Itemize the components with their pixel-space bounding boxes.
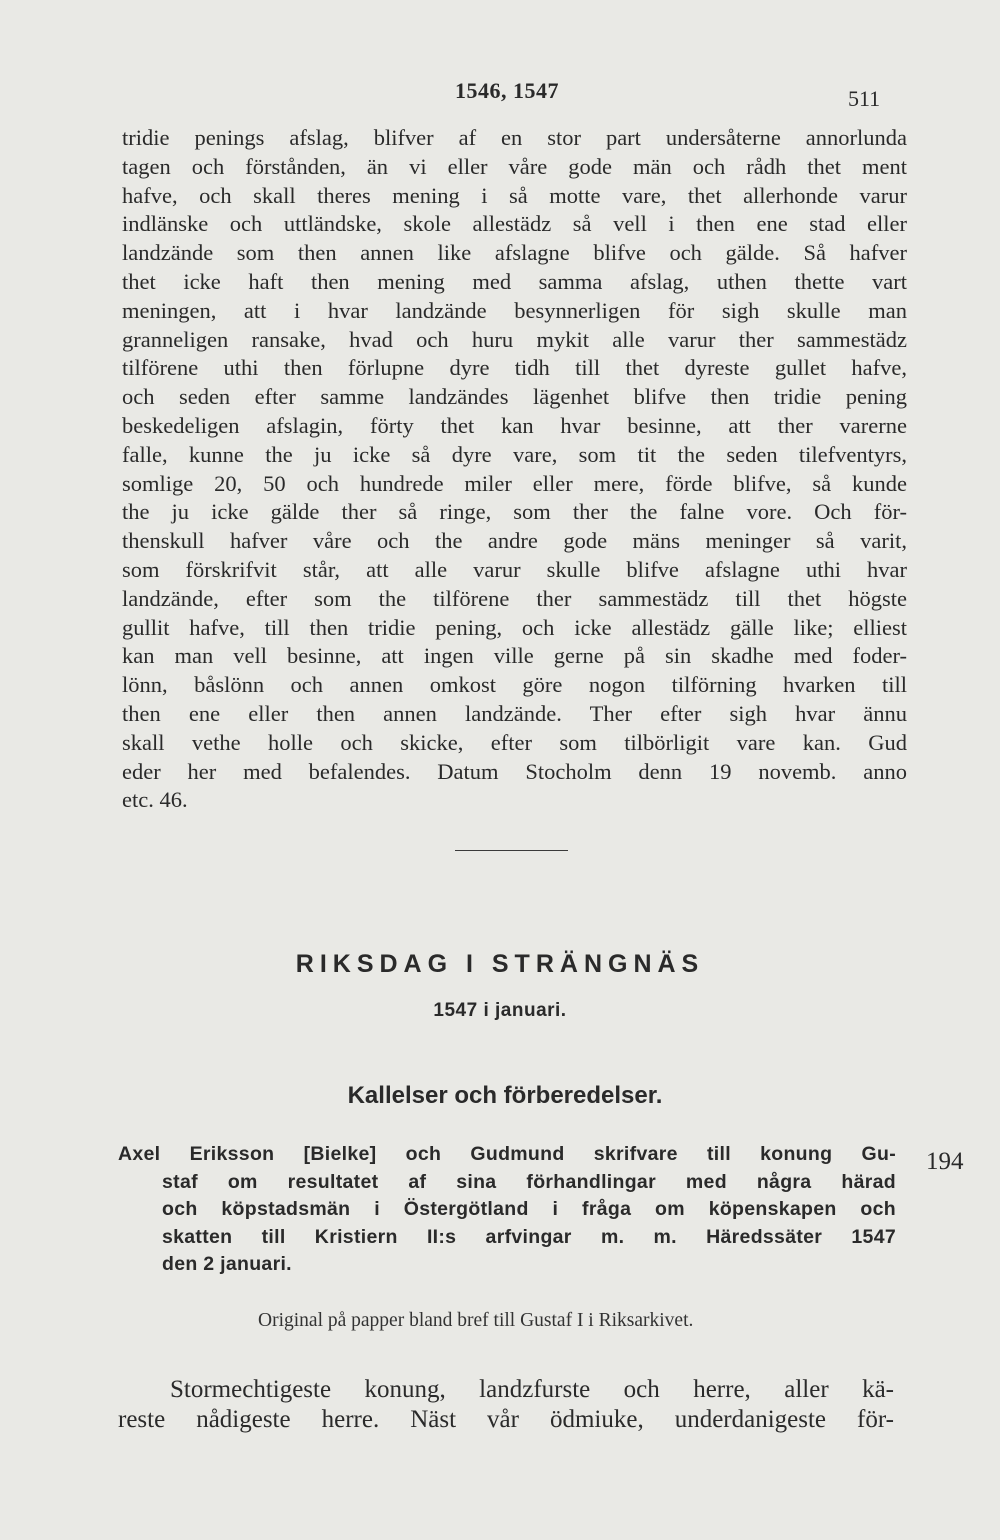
text-line: och seden efter samme landzändes lägenhet blifve then tridie pening bbox=[122, 384, 907, 410]
section-divider bbox=[455, 850, 568, 851]
document-number: 194 bbox=[926, 1148, 964, 1175]
subsection-title: Kallelser och förberedelser. bbox=[347, 1082, 663, 1109]
page-number: 511 bbox=[848, 86, 881, 111]
text-line: landzände som then annen like afslagne blifve och gälde. Så hafver bbox=[122, 240, 907, 266]
source-note: Original på papper bland bref till Gustaf I i Riksarkivet. bbox=[258, 1310, 694, 1331]
document-heading bbox=[118, 1141, 896, 1279]
text-line: tridie penings afslag, blifver af en stor part undersåterne annorlunda bbox=[122, 125, 907, 150]
heading-line: staf om resultatet af sina förhandlingar med några härad bbox=[162, 1170, 896, 1193]
heading-line: skatten till Kristiern II:s arfvingar m. m. Häredssäter 1547 bbox=[162, 1225, 896, 1248]
text-line: tagen och förstånden, än vi eller våre gode män och rådh thet ment bbox=[122, 153, 907, 179]
heading-line: den 2 januari. bbox=[162, 1253, 292, 1275]
running-head: 1546, 1547 bbox=[455, 78, 559, 103]
body-text bbox=[122, 124, 907, 815]
text-line: lönn, båslönn och annen omkost göre nogon tilförning hvarken till bbox=[122, 672, 907, 698]
text-line: somlige 20, 50 och hundrede miler eller mere, förde blifve, så kunde bbox=[122, 470, 907, 496]
text-line: hafve, och skall theres mening i så motte vare, thet allerhonde varur bbox=[122, 182, 907, 208]
text-line: the ju icke gälde ther så ringe, som ther the falne vore. Och för- bbox=[122, 499, 907, 525]
heading-line: och köpstadsmän i Östergötland i fråga om köpenskapen och bbox=[162, 1198, 896, 1220]
heading-line: Axel Eriksson [Bielke] och Gudmund skrifvare till konung Gu- bbox=[118, 1143, 896, 1165]
text-line: som förskrifvit står, att alle varur skulle blifve afslagne uthi hvar bbox=[122, 556, 907, 582]
text-line: landzände, efter som the tilförene ther sammestädz till thet högste bbox=[122, 585, 907, 611]
text-line: thet icke haft then mening med samma afslag, uthen thette vart bbox=[122, 268, 907, 294]
section-date: 1547 i januari. bbox=[433, 1000, 567, 1021]
text-line: gullit hafve, till then tridie pening, och icke allestädz gälle like; elliest bbox=[122, 614, 907, 640]
text-line: granneligen ransake, hvad och huru mykit alle varur ther sammestädz bbox=[122, 326, 907, 352]
letter-line: reste nådigeste herre. Näst vår ödmiuke, underdanigeste för- bbox=[118, 1406, 894, 1433]
text-line: beskedeligen afslagin, förty thet kan hvar besinne, att ther varerne bbox=[122, 412, 907, 438]
text-line: thenskull hafver våre och the andre gode mäns meninger så varit, bbox=[122, 528, 907, 554]
text-line: falle, kunne the ju icke så dyre vare, som tit the seden tilefventyrs, bbox=[122, 441, 907, 467]
text-line: kan man vell besinne, att ingen ville gerne på sin skadhe med foder- bbox=[122, 643, 907, 669]
text-line: indlänske och uttländske, skole allestädz så vell i then ene stad eller bbox=[122, 211, 907, 237]
text-line: tilförene uthi then förlupne dyre tidh till thet dyreste gullet hafve, bbox=[122, 355, 907, 381]
text-line: eder her med befalendes. Datum Stocholm denn 19 novemb. anno bbox=[122, 758, 907, 784]
text-line: meningen, att i hvar landzände besynnerligen för sigh skulle man bbox=[122, 297, 907, 323]
text-line: etc. 46. bbox=[122, 787, 188, 813]
letter-line: Stormechtigeste konung, landzfurste och herre, aller kä- bbox=[170, 1376, 894, 1403]
section-title: RIKSDAG I STRÄNGNÄS bbox=[295, 950, 705, 978]
text-line: then ene eller then annen landzände. Ther efter sigh hvar ännu bbox=[122, 700, 907, 726]
letter-text bbox=[118, 1375, 894, 1435]
text-line: skall vethe holle och skicke, efter som tilbörligit vare kan. Gud bbox=[122, 729, 907, 755]
